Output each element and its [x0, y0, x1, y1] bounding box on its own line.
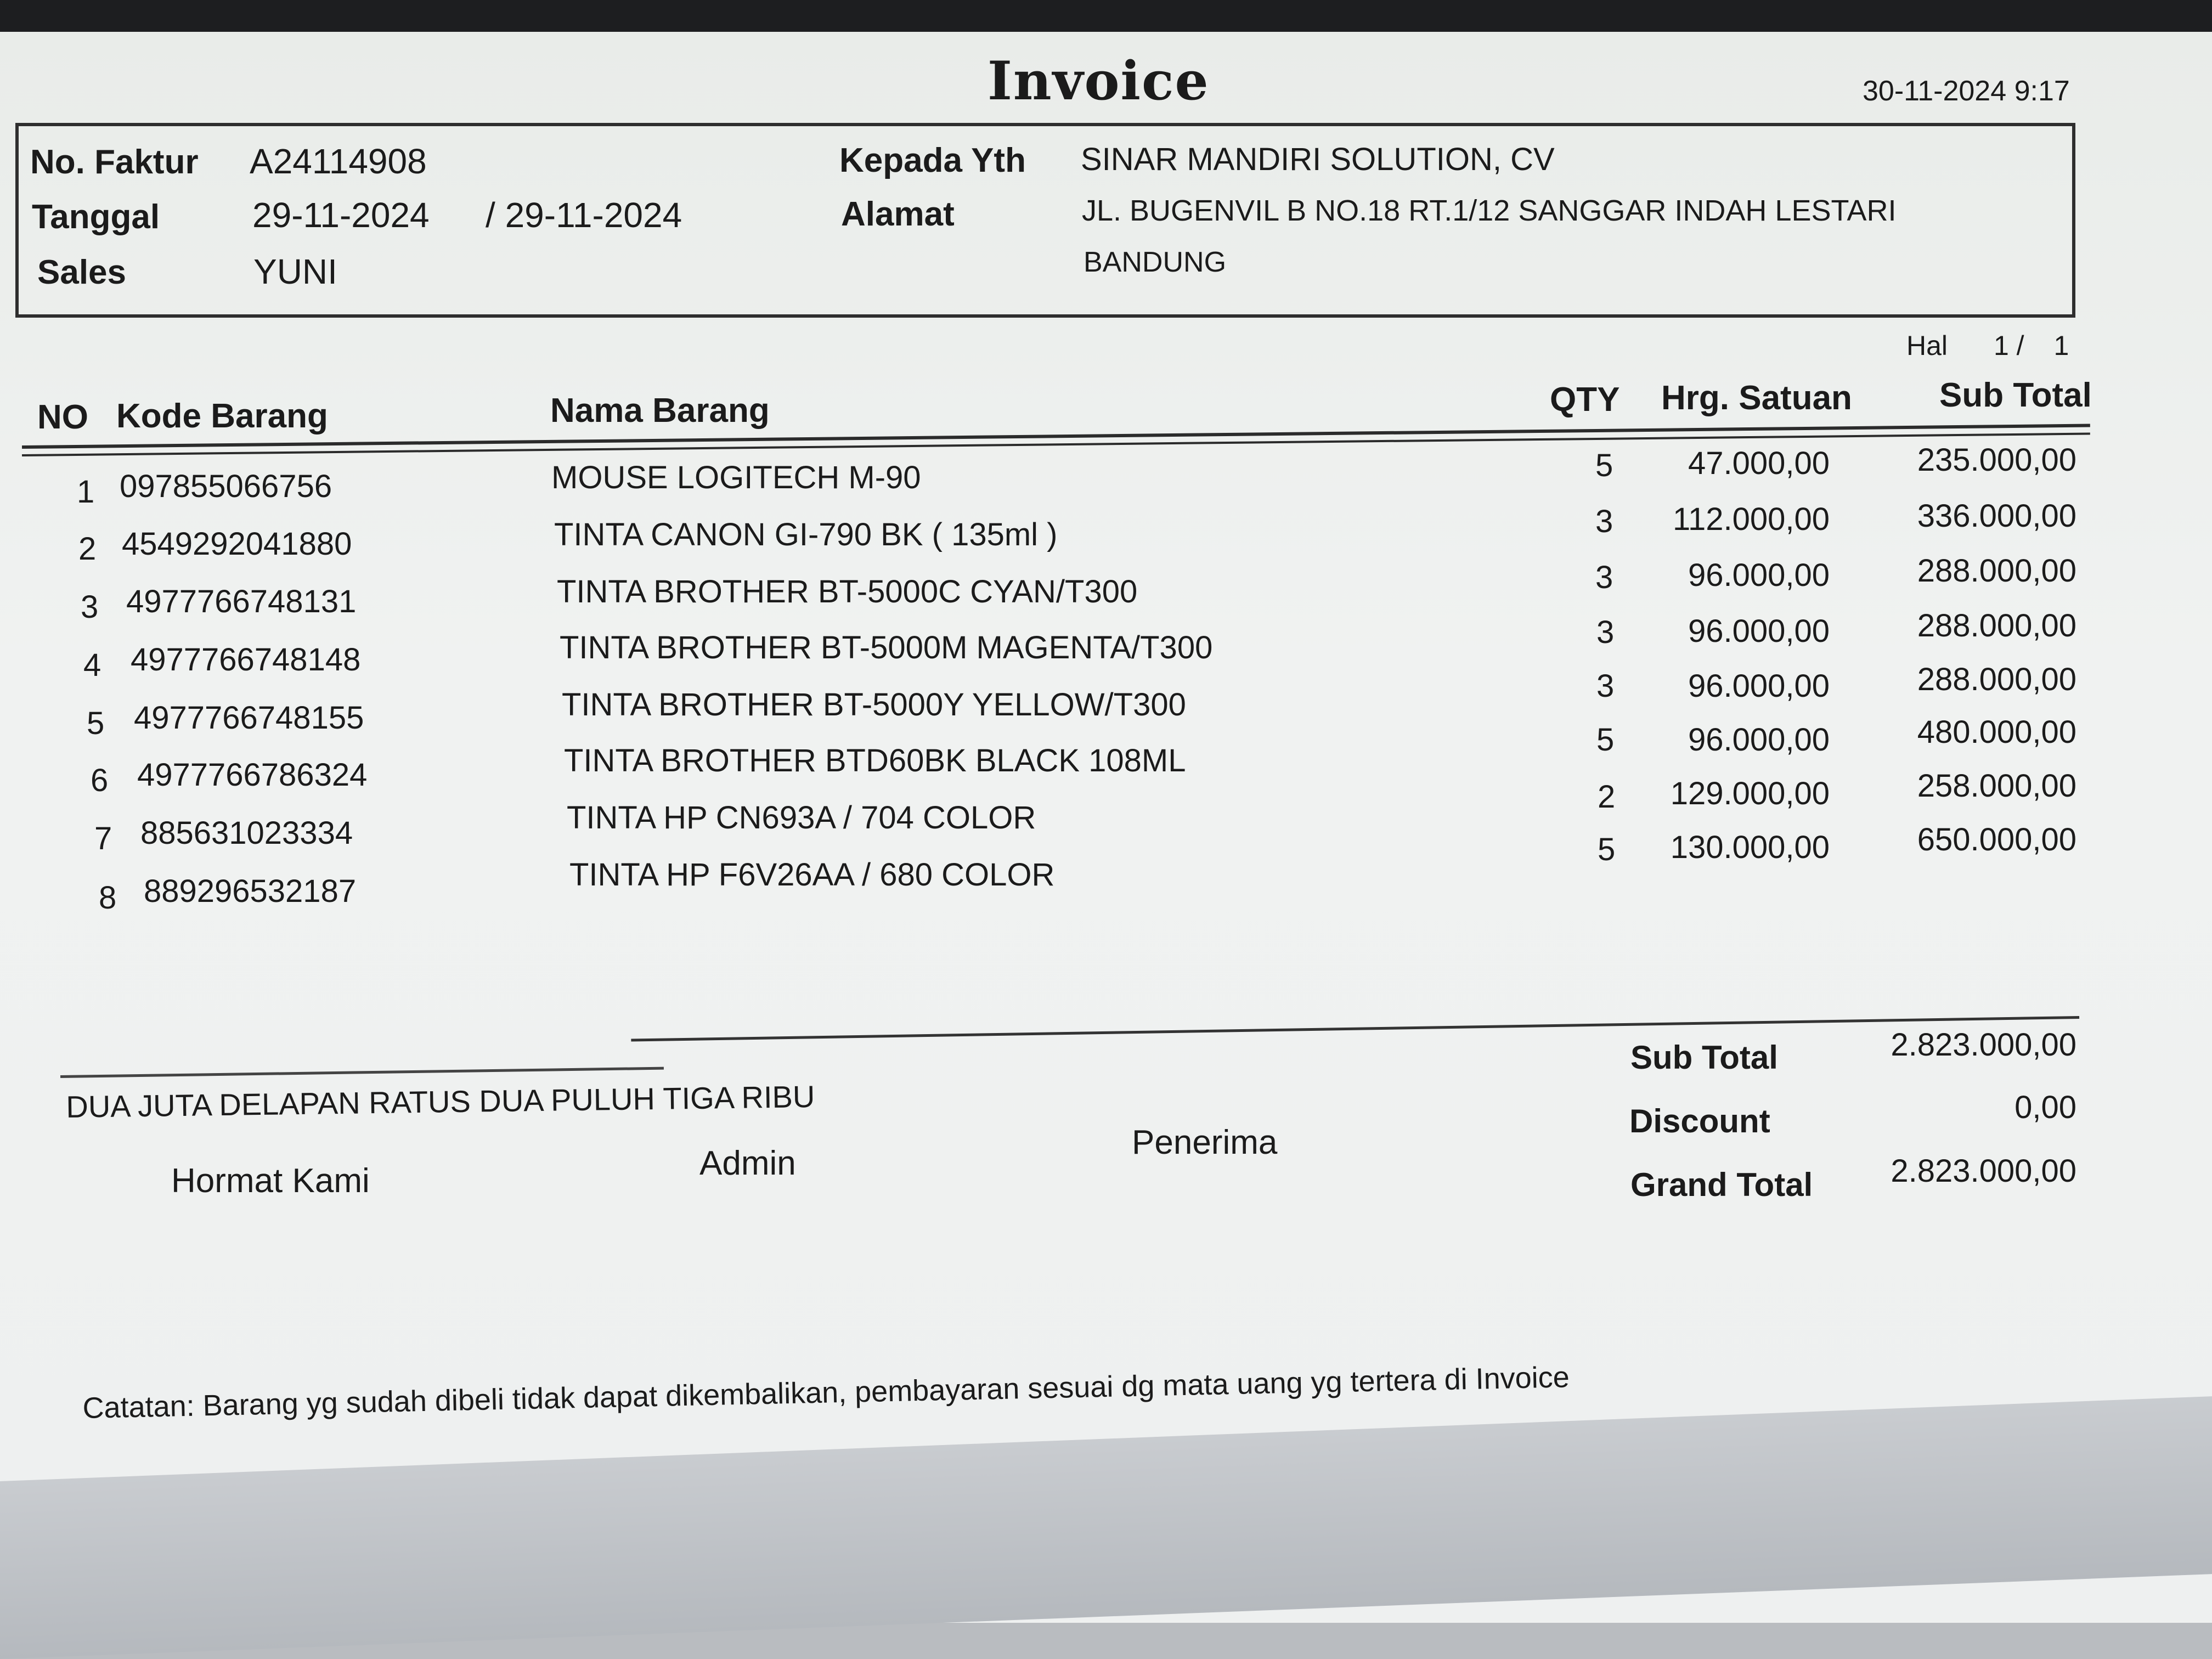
- page-total: 1: [2053, 330, 2069, 361]
- discount-value: 0,00: [2015, 1090, 2076, 1125]
- row-no: 1: [77, 474, 95, 510]
- row-kode: 885631023334: [140, 815, 353, 851]
- row-qty: 3: [1595, 504, 1613, 539]
- alamat-line-1: JL. BUGENVIL B NO.18 RT.1/12 SANGGAR INDAH LESTARI: [1082, 194, 1897, 227]
- row-harga: 96.000,00: [1688, 722, 1830, 758]
- row-nama: TINTA BROTHER BTD60BK BLACK 108ML: [564, 743, 1186, 778]
- row-kode: 4977766748155: [134, 700, 364, 736]
- row-harga: 129.000,00: [1670, 776, 1830, 811]
- row-qty: 3: [1596, 614, 1615, 650]
- row-nama: MOUSE LOGITECH M-90: [551, 460, 921, 495]
- invoice-title: Invoice: [988, 50, 1210, 112]
- alamat-label: Alamat: [841, 195, 955, 233]
- row-subtotal: 288.000,00: [1917, 662, 2076, 697]
- row-qty: 3: [1596, 668, 1615, 704]
- row-harga: 130.000,00: [1670, 830, 1830, 865]
- row-no: 5: [87, 706, 105, 741]
- signature-hormat-kami: Hormat Kami: [171, 1162, 370, 1200]
- subtotal-value: 2.823.000,00: [1891, 1027, 2076, 1063]
- row-harga: 96.000,00: [1688, 557, 1830, 593]
- tanggal-label: Tanggal: [32, 198, 160, 236]
- grand-total-value: 2.823.000,00: [1891, 1153, 2076, 1189]
- row-qty: 2: [1598, 779, 1616, 815]
- sales-value: YUNI: [253, 252, 337, 291]
- row-kode: 4977766748131: [126, 584, 357, 619]
- row-no: 2: [78, 531, 97, 567]
- page-indicator: [1906, 332, 2069, 359]
- grand-total-label: Grand Total: [1630, 1166, 1813, 1203]
- sales-label: Sales: [37, 253, 127, 291]
- page-current: 1 /: [1993, 330, 2024, 361]
- row-harga: 96.000,00: [1688, 668, 1830, 704]
- col-sub-total: Sub Total: [1939, 376, 2092, 414]
- tanggal-value-2: / 29-11-2024: [486, 195, 682, 235]
- row-nama: TINTA BROTHER BT-5000M MAGENTA/T300: [560, 630, 1213, 665]
- col-kode-barang: Kode Barang: [116, 397, 328, 435]
- signature-penerima: Penerima: [1132, 1124, 1278, 1161]
- row-nama: TINTA HP CN693A / 704 COLOR: [567, 800, 1036, 836]
- col-harga-satuan: Hrg. Satuan: [1661, 379, 1852, 417]
- col-no: NO: [37, 398, 88, 436]
- discount-label: Discount: [1629, 1103, 1770, 1139]
- row-qty: 5: [1598, 832, 1616, 867]
- row-subtotal: 650.000,00: [1917, 822, 2076, 857]
- kepada-label: Kepada Yth: [839, 142, 1026, 179]
- row-no: 6: [91, 763, 109, 798]
- row-kode: 889296532187: [144, 873, 357, 909]
- page-label: Hal: [1906, 330, 1948, 361]
- row-no: 4: [83, 647, 101, 683]
- kepada-value: SINAR MANDIRI SOLUTION, CV: [1081, 142, 1555, 177]
- row-subtotal: 288.000,00: [1917, 608, 2076, 644]
- print-datetime: 30-11-2024 9:17: [1863, 75, 2070, 107]
- row-subtotal: 258.000,00: [1917, 768, 2076, 804]
- row-nama: TINTA CANON GI-790 BK ( 135ml ): [554, 517, 1058, 552]
- row-harga: 112.000,00: [1673, 501, 1830, 537]
- no-faktur-label: No. Faktur: [30, 143, 199, 181]
- row-qty: 3: [1595, 560, 1613, 595]
- row-subtotal: 480.000,00: [1917, 714, 2076, 750]
- row-harga: 96.000,00: [1688, 613, 1830, 649]
- row-kode: 4549292041880: [122, 526, 352, 562]
- row-nama: TINTA HP F6V26AA / 680 COLOR: [569, 857, 1055, 893]
- invoice-note: Catatan: Barang yg sudah dibeli tidak dapat dikembalikan, pembayaran sesuai dg mata uang yg tertera di Invoice: [82, 1361, 1570, 1425]
- col-nama-barang: Nama Barang: [550, 392, 770, 430]
- amount-words-rule: [60, 1067, 664, 1078]
- row-no: 8: [99, 880, 117, 916]
- row-nama: TINTA BROTHER BT-5000Y YELLOW/T300: [562, 687, 1186, 723]
- row-subtotal: 336.000,00: [1917, 498, 2076, 534]
- row-nama: TINTA BROTHER BT-5000C CYAN/T300: [557, 574, 1138, 610]
- amount-in-words: DUA JUTA DELAPAN RATUS DUA PULUH TIGA RIBU: [65, 1079, 815, 1124]
- row-kode: 4977766748148: [131, 642, 361, 678]
- tanggal-value: 29-11-2024: [252, 195, 430, 235]
- row-no: 7: [94, 821, 112, 856]
- row-no: 3: [81, 589, 99, 625]
- signature-admin: Admin: [699, 1144, 796, 1182]
- subtotal-label: Sub Total: [1630, 1039, 1778, 1076]
- row-kode: 4977766786324: [137, 757, 368, 793]
- row-kode: 097855066756: [120, 469, 332, 504]
- row-subtotal: 288.000,00: [1917, 553, 2076, 589]
- col-qty: QTY: [1550, 381, 1620, 419]
- row-harga: 47.000,00: [1688, 445, 1830, 481]
- row-qty: 5: [1595, 448, 1613, 483]
- row-qty: 5: [1596, 722, 1615, 758]
- row-subtotal: 235.000,00: [1917, 442, 2076, 478]
- no-faktur-value: A24114908: [250, 142, 427, 181]
- alamat-line-2: BANDUNG: [1084, 246, 1227, 278]
